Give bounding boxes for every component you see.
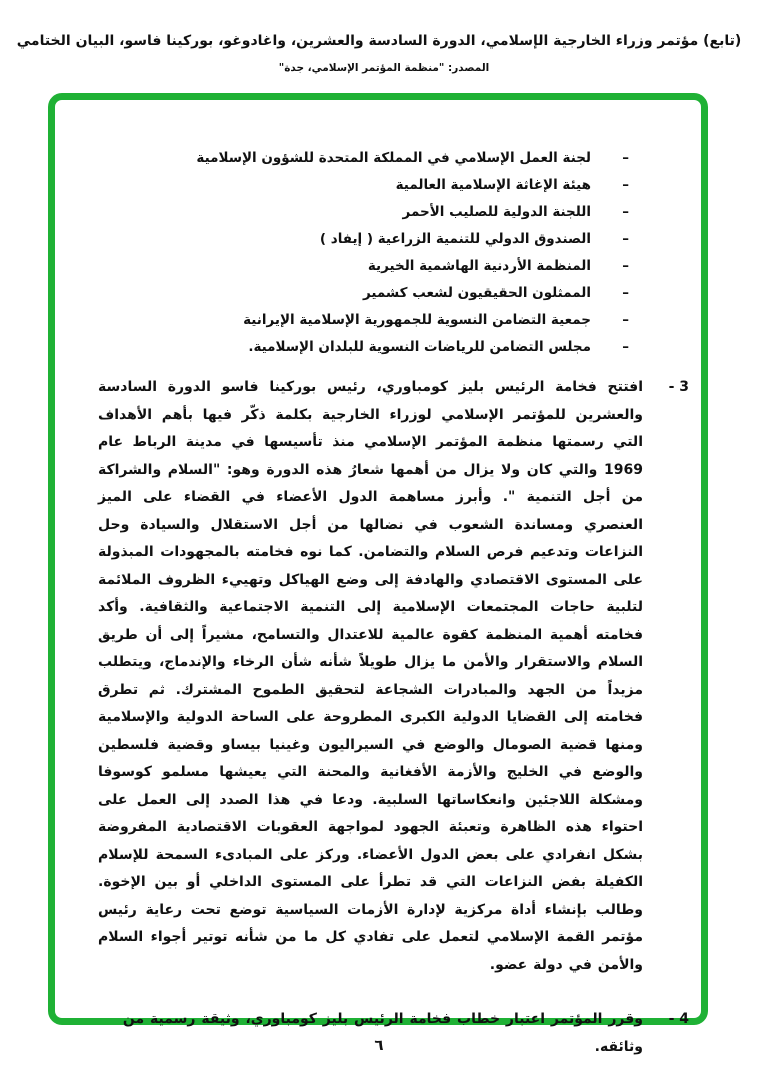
list-item-label: الصندوق الدولي للتنمية الزراعية ( إيفاد ) (319, 231, 591, 247)
list-item (75, 202, 629, 229)
list-item-label: المنظمة الأردنية الهاشمية الخيرية (367, 258, 591, 274)
list-item (75, 148, 629, 175)
list-item (75, 256, 629, 283)
paragraph-text: افتتح فخامة الرئيس بليز كومباوري، رئيس بوركينا فاسو الدورة السادسة والعشرين للمؤتمر الإسلامي لوزراء الخارجية بكلمة ذكّر فيها بأهم الأهداف التي رسمتها منظمة المؤتمر الإسلامي منذ تأسيسها في مدينة الرباط عام 1969 والتي كان ولا يزال من أهمها شعارُ هذه الدورة وهو: "السلام والشراكة من أجل التنمية ". وأبرز مساهمة الدول الأعضاء في القضاء على الميز العنصري ومساندة الشعوب في نضالها من أجل الاستقلال والسيادة وحل النزاعات وتدعيم فرص السلام والتضامن. كما نوه فخامته بالمجهودات المبذولة على المستوى الاقتصادي والهادفة إلى وضع الهياكل وتهييء الظروف الملائمة لتلبية حاجات المجتمعات الإسلامية إلى التنمية الاجتماعية والثقافية. وأكد فخامته أهمية المنظمة كقوة عالمية للاعتدال والتسامح، مشيراً إلى أن طريق السلام والاستقرار والأمن ما يزال طويلاً شأنه شأن الرخاء والإندماج، ويتطلب مزيداً من الجهد والمبادرات الشجاعة لتحقيق الطموح المشترك. ثم تطرق فخامته إلى القضايا الدولية الكبرى المطروحة على الساحة الدولية والإسلامية ومنها قضية الصومال والوضع في السيراليون وغينيا بيساو وقضية فلسطين والوضع في الخليج والأزمة الأفغانية والمحنة التي يعيشها مسلمو كوسوفا ومشكلة اللاجئين وانعكاساتها السلبية. ودعا في هذا الصدد إلى العمل على احتواء هذه الظاهرة وتعبئة الجهود لمواجهة العقوبات الاقتصادية المفروضة بشكل انفرادي على بعض الدول الأعضاء. وركز على المبادىء السمحة للإسلام الكفيلة بفض النزاعات التي قد تطرأ على المستوى الداخلي أو بين الإخوة. وطالب بإنشاء أداة مركزية لإدارة الأزمات السياسية توضع تحت رعاية رئيس مؤتمر القمة الإسلامي لتعمل على تفادي كل ما من شأنه توتير أجواء السلام والأمن في دولة عضو. (98, 379, 643, 973)
document-title: (تابع) مؤتمر وزراء الخارجية الإسلامي، الدورة السادسة والعشرين، واغادوغو، بوركينا فاسو، البيان الختامي (16, 33, 742, 49)
list-item-label: الممثلون الحقيقيون لشعب كشمير (362, 285, 591, 301)
list-item (75, 175, 629, 202)
list-item-label: مجلس التضامن للرياضات النسوية للبلدان الإسلامية. (248, 339, 591, 355)
green-border-frame (48, 93, 708, 1055)
paragraph-number: 3 - (668, 379, 689, 395)
list-item (75, 283, 629, 310)
dash-bullet: – (622, 150, 629, 166)
list-item-label: لجنة العمل الإسلامي في المملكة المتحدة للشؤون الإسلامية (196, 150, 591, 166)
list-item (75, 310, 629, 337)
organization-list (75, 148, 691, 364)
list-item (75, 337, 629, 364)
list-item-label: هيئة الإغاثة الإسلامية العالمية (395, 177, 591, 193)
dash-bullet: – (622, 258, 629, 274)
paragraph-number: 4 - (668, 1011, 689, 1027)
list-item-label: جمعية التضامن النسوية للجمهورية الإسلامية الإيرانية (243, 312, 591, 328)
dash-bullet: – (622, 177, 629, 193)
dash-bullet: – (622, 285, 629, 301)
dash-bullet: – (622, 231, 629, 247)
dash-bullet: – (622, 339, 629, 355)
list-item (75, 229, 629, 256)
list-item-label: اللجنة الدولية للصليب الأحمر (402, 204, 591, 220)
paragraph-3 (75, 374, 691, 979)
frame-content (55, 100, 701, 1055)
page-number: ٦ (374, 1036, 384, 1054)
dash-bullet: – (622, 204, 629, 220)
document-source-line: المصدر: "منظمة المؤتمر الإسلامي، جدة" (278, 62, 490, 74)
dash-bullet: – (622, 312, 629, 328)
paragraph-text: وقرر المؤتمر اعتبار خطاب فخامة الرئيس بليز كومباوري، وثيقة رسمية من وثائقه. (122, 1011, 643, 1055)
